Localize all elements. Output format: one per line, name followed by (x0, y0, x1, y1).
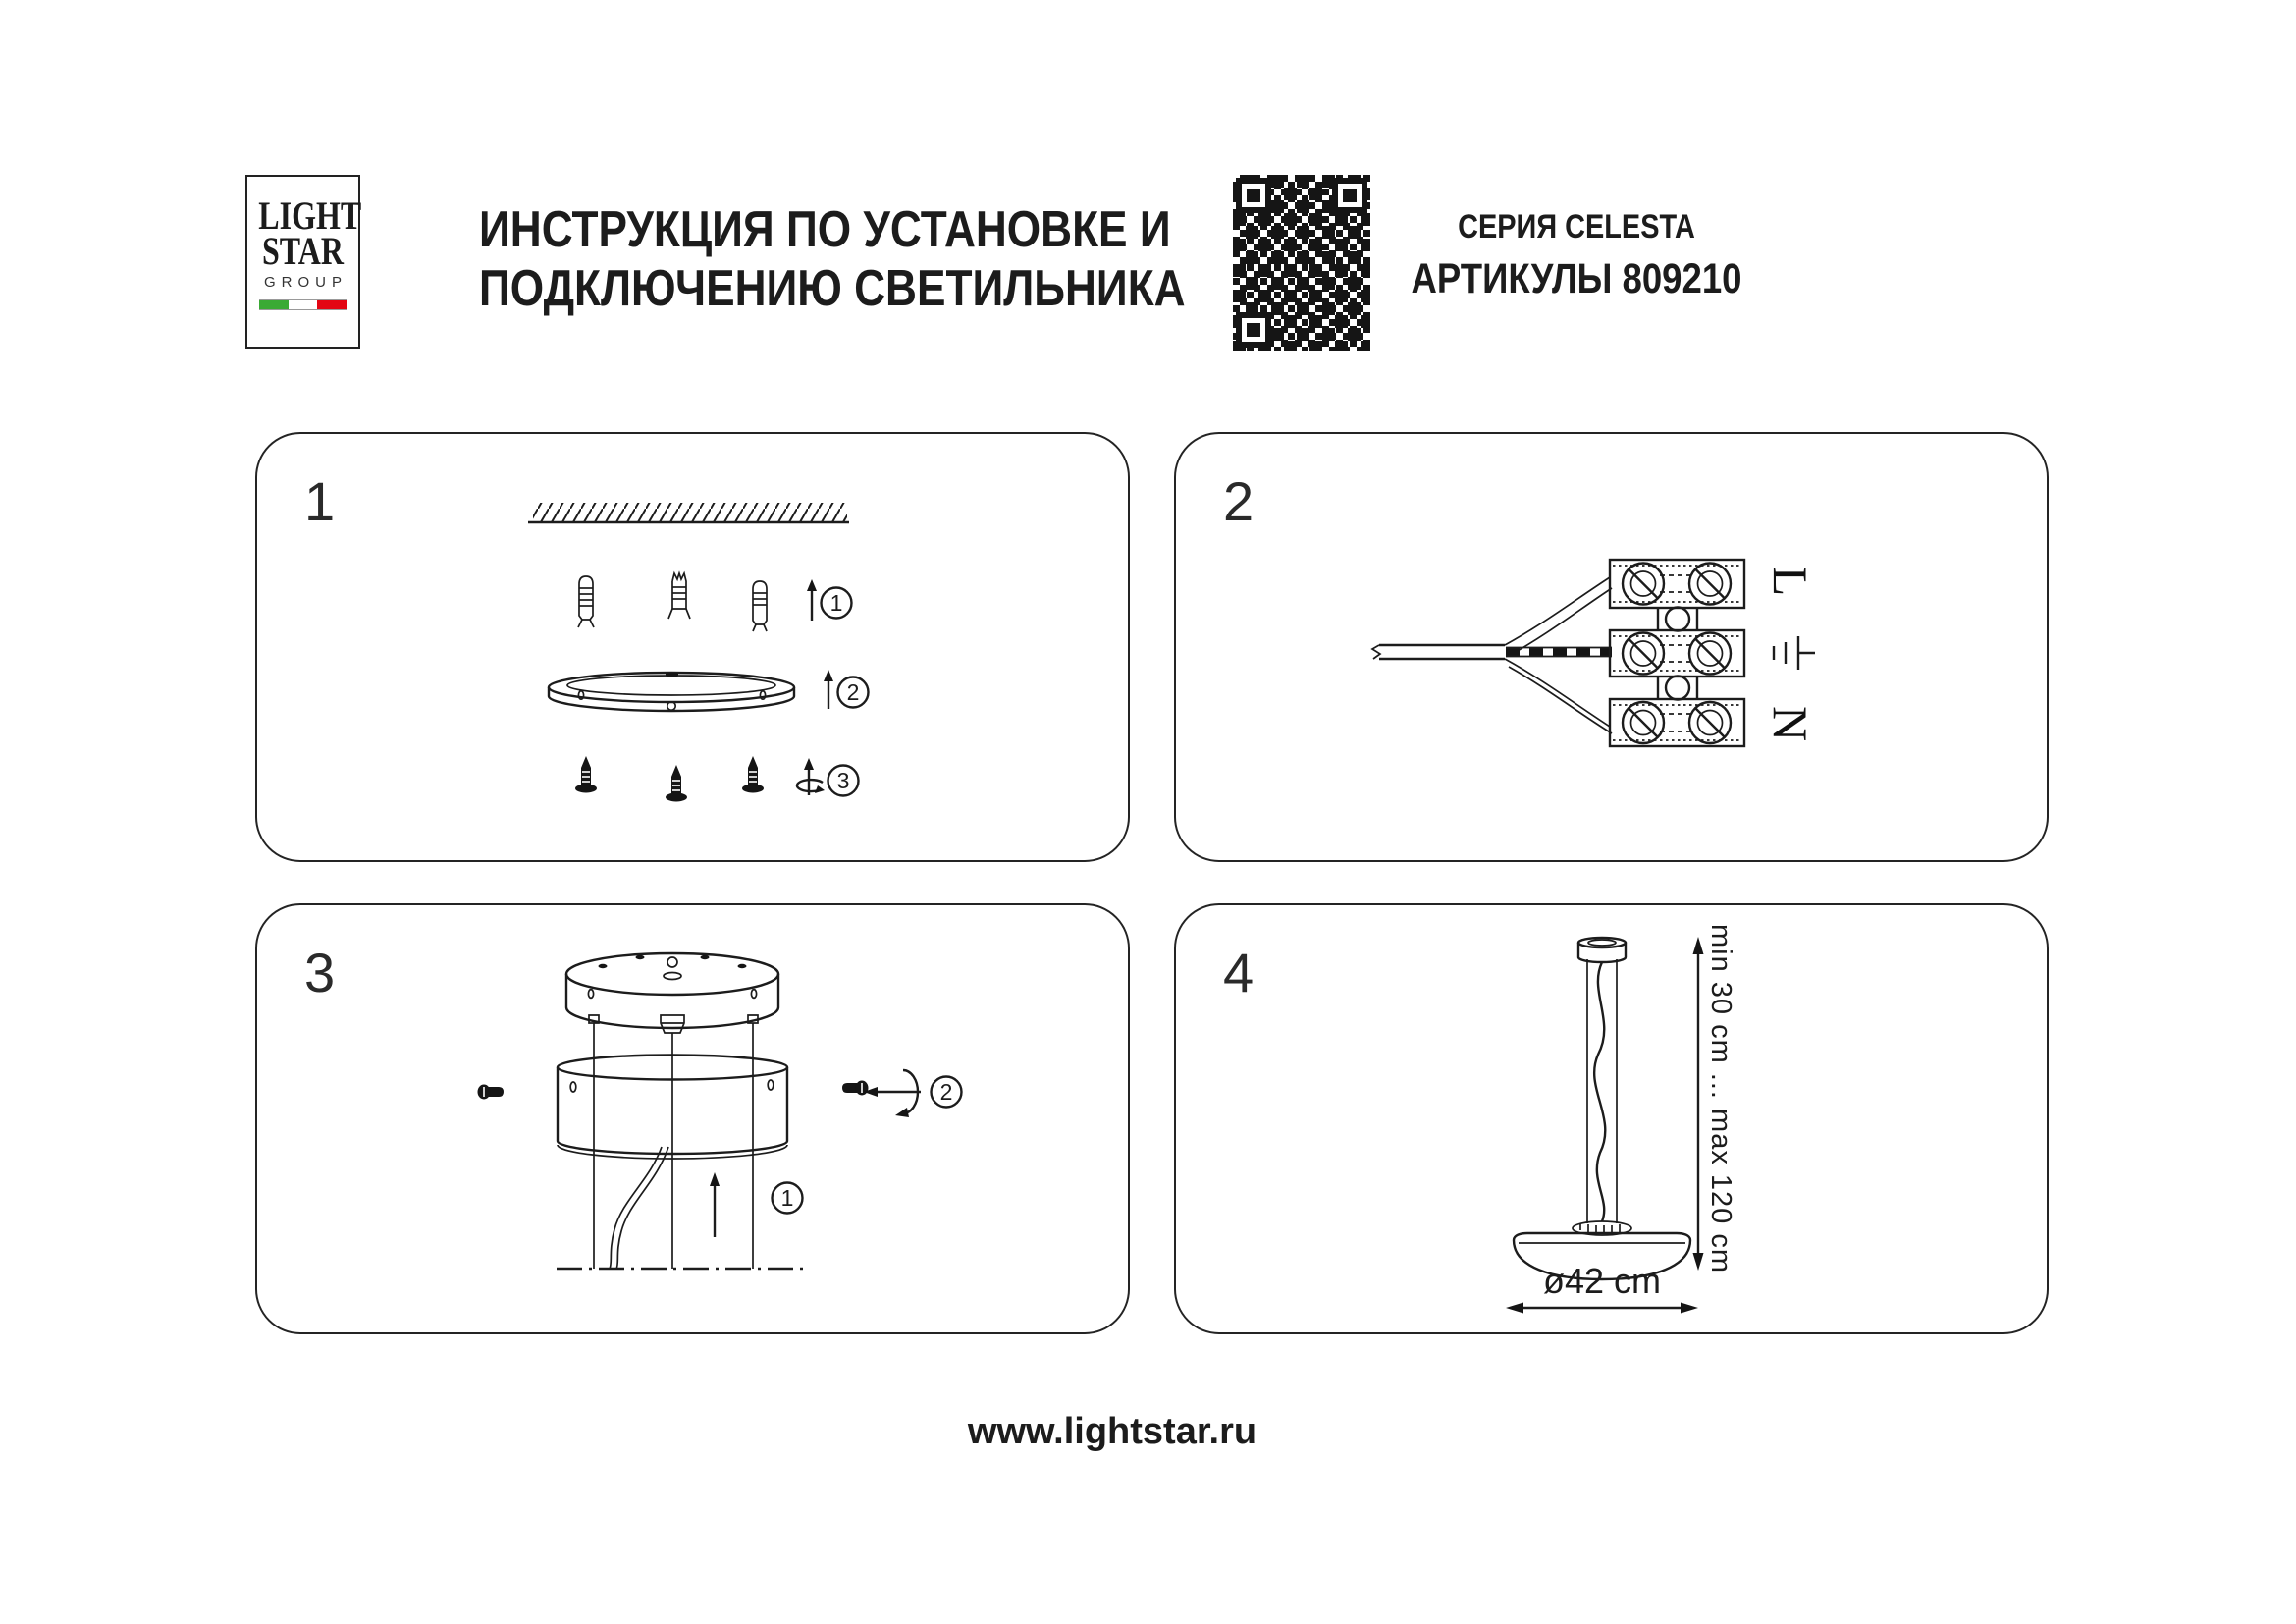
qr-finder-top-left (1236, 178, 1271, 213)
pendant-lamp (1514, 938, 1690, 1279)
label-line-L: L (1763, 566, 1818, 597)
step-number: 3 (304, 942, 336, 1003)
logo-line-star: STAR (262, 229, 344, 273)
callout-1 (773, 1183, 803, 1214)
screw-center (666, 765, 687, 802)
label-neutral-N: N (1763, 705, 1818, 742)
step-number: 1 (304, 470, 336, 532)
series-name: СЕРИЯ CELESTA (1458, 208, 1695, 245)
step-number: 2 (1223, 470, 1255, 532)
svg-text:3: 3 (836, 768, 850, 793)
wall-plug-left (578, 576, 594, 627)
flag-red (317, 300, 347, 309)
step-1-diagram (257, 434, 1128, 860)
logo-wordmark (258, 193, 362, 273)
earth-symbol (1774, 636, 1815, 670)
lightstar-logo (245, 175, 360, 349)
step-3-diagram (257, 905, 1128, 1332)
terminal-block-earth (1610, 630, 1744, 677)
step-number: 4 (1223, 942, 1255, 1003)
website-url: www.lightstar.ru (967, 1411, 1257, 1452)
screw-rotation-icon (797, 758, 825, 795)
height-dimension (1693, 924, 1737, 1273)
logo-line-group: GROUP (263, 274, 347, 291)
height-range-label: min 30 cm ... max 120 cm (1705, 924, 1736, 1273)
svg-text:1: 1 (780, 1185, 794, 1211)
side-screw-left (478, 1085, 505, 1100)
title-line-2: ПОДКЛЮЧЕНИЮ СВЕТИЛЬНИКА (479, 260, 1186, 317)
svg-text:1: 1 (829, 590, 843, 616)
suspension-rods (594, 1023, 753, 1269)
terminal-block-line (1610, 560, 1744, 608)
article-number: АРТИКУЛЫ 809210 (1411, 255, 1742, 302)
step-1-panel (255, 432, 1130, 862)
wall-plug-right (753, 581, 767, 631)
wire-phase (1505, 577, 1612, 656)
italian-flag-bar (259, 299, 347, 310)
wire-neutral (1505, 648, 1612, 733)
side-screw-right (842, 1081, 869, 1096)
screw-left (575, 756, 597, 793)
step-4-diagram (1176, 905, 2047, 1332)
qr-finder-top-right (1332, 178, 1367, 213)
step-2-diagram (1176, 434, 2047, 860)
mounting-ring (549, 673, 794, 711)
lift-arrow (710, 1172, 720, 1237)
title-line-1: ИНСТРУКЦИЯ ПО УСТАНОВКЕ И (479, 201, 1171, 258)
callout-2 (838, 677, 869, 708)
step-4-panel (1174, 903, 2049, 1334)
callout-2 (932, 1077, 962, 1108)
page-title (479, 200, 1186, 318)
logo-line-light: LIGHT (258, 193, 362, 238)
screw-right (742, 756, 764, 793)
ceiling-hatching (528, 503, 849, 522)
product-series-block (1410, 208, 1743, 303)
step-3-panel (255, 903, 1130, 1334)
cable-wavy (610, 1147, 668, 1269)
lift-arrow-2 (824, 670, 833, 709)
step-2-panel (1174, 432, 2049, 862)
diameter-label: ø42 cm (1542, 1261, 1662, 1301)
qr-finder-bottom-left (1236, 312, 1271, 348)
screw-rotation-icon (864, 1070, 921, 1117)
svg-text:2: 2 (939, 1079, 953, 1105)
wall-plug-center (668, 573, 690, 619)
flag-green (259, 300, 289, 309)
callout-1 (822, 588, 852, 619)
terminal-block-neutral (1610, 699, 1744, 746)
flag-white (289, 300, 318, 309)
insert-arrow-1 (807, 579, 817, 621)
callout-3 (828, 766, 859, 796)
mains-cable (1372, 645, 1505, 659)
qr-code (1233, 175, 1370, 351)
svg-text:2: 2 (846, 679, 860, 705)
